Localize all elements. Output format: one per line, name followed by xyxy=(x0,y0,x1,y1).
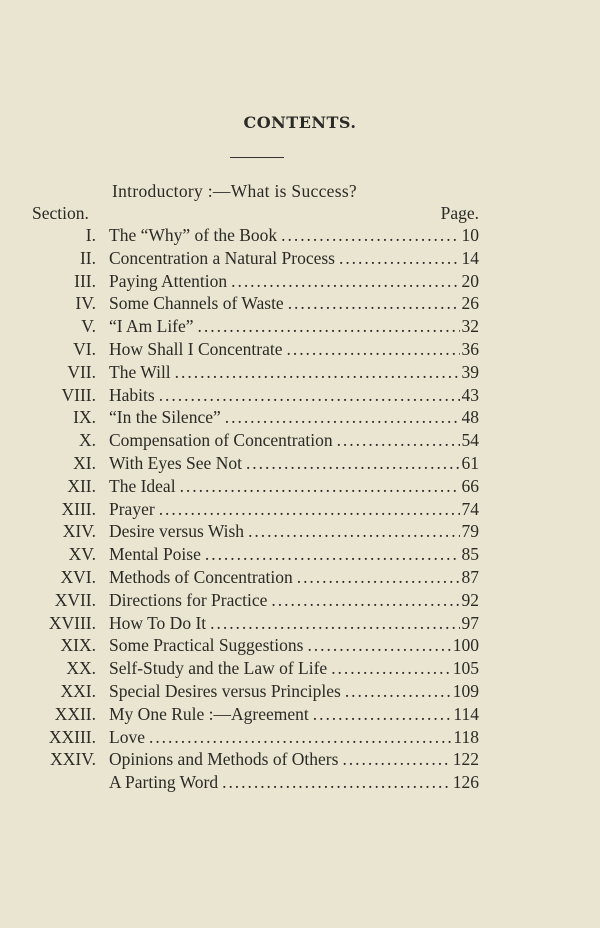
page-column-header: Page. xyxy=(440,203,479,223)
page-number: 36 xyxy=(461,338,479,359)
page-number: 109 xyxy=(452,680,479,701)
entry-title: Compensation of Concentration xyxy=(109,430,333,451)
entry-title: Methods of Concentration xyxy=(109,566,293,587)
contents-entry xyxy=(30,429,479,452)
section-number: XVI. xyxy=(60,566,96,587)
entry-title: Directions for Practice xyxy=(109,589,268,610)
dot-leader xyxy=(287,338,460,361)
page-number: 10 xyxy=(461,225,479,245)
dot-leader xyxy=(331,657,451,680)
contents-entry xyxy=(30,520,479,543)
dot-leader xyxy=(149,726,451,749)
section-number: IV. xyxy=(75,293,96,314)
page-number: 66 xyxy=(461,475,479,496)
dot-leader xyxy=(345,680,451,703)
page-number: 14 xyxy=(461,247,479,268)
page-number: 43 xyxy=(461,384,479,405)
dot-leader xyxy=(281,224,459,247)
entry-title: Some Practical Suggestions xyxy=(109,635,304,656)
dot-leader xyxy=(246,452,460,475)
entry-title: Desire versus Wish xyxy=(109,521,245,542)
contents-entry xyxy=(30,771,479,794)
dot-leader xyxy=(159,384,460,407)
entry-title: How To Do It xyxy=(109,612,207,633)
entry-title: My One Rule :—Agreement xyxy=(109,703,309,724)
contents-entry xyxy=(30,247,479,270)
contents-entry xyxy=(30,270,479,293)
section-number: XXIII. xyxy=(48,726,96,747)
contents-entry xyxy=(30,657,479,680)
section-number: VII. xyxy=(67,361,96,382)
contents-entry xyxy=(30,634,479,657)
page-number: 39 xyxy=(461,361,479,382)
section-number: XXI. xyxy=(60,680,96,701)
section-number: XII. xyxy=(67,475,96,496)
entry-title: How Shall I Concentrate xyxy=(109,338,283,359)
section-number: XVII. xyxy=(54,589,96,610)
contents-entry xyxy=(30,726,479,749)
entry-title: “I Am Life” xyxy=(109,316,194,337)
contents-entry xyxy=(30,680,479,703)
entry-title: Self-Study and the Law of Life xyxy=(109,658,328,679)
dot-leader xyxy=(313,703,452,726)
section-number: XI. xyxy=(73,452,96,473)
page-number: 61 xyxy=(461,452,479,473)
page-number: 74 xyxy=(461,498,479,519)
contents-entry xyxy=(30,384,479,407)
dot-leader xyxy=(225,406,460,429)
page-number: 105 xyxy=(452,658,479,679)
page-number: 122 xyxy=(452,749,479,770)
entry-title: The “Why” of the Book xyxy=(109,225,278,245)
section-number: XIX. xyxy=(60,635,96,656)
page-number: 126 xyxy=(452,772,479,793)
entry-title: With Eyes See Not xyxy=(109,452,242,473)
section-number: III. xyxy=(74,270,96,291)
entry-title: Habits xyxy=(109,384,155,405)
entry-title: Some Channels of Waste xyxy=(109,293,284,314)
page-number: 114 xyxy=(453,703,479,724)
entry-title: Opinions and Methods of Others xyxy=(109,749,339,770)
section-number: IX. xyxy=(73,407,96,428)
dot-leader xyxy=(248,520,459,543)
section-column-header: Section. xyxy=(32,203,89,223)
contents-entry xyxy=(30,452,479,475)
dot-leader xyxy=(231,270,459,293)
page-number: 87 xyxy=(461,566,479,587)
dot-leader xyxy=(288,292,460,315)
contents-entry xyxy=(30,703,479,726)
divider xyxy=(230,157,284,158)
contents-entry xyxy=(30,224,479,247)
contents-entry xyxy=(30,498,479,521)
page-number: 97 xyxy=(461,612,479,633)
page-number: 54 xyxy=(461,430,479,451)
dot-leader xyxy=(210,612,459,635)
section-number: VI. xyxy=(73,338,96,359)
dot-leader xyxy=(307,634,450,657)
page-number: 92 xyxy=(461,589,479,610)
entry-title: “In the Silence” xyxy=(109,407,221,428)
section-number xyxy=(30,771,109,794)
dot-leader xyxy=(198,315,460,338)
dot-leader xyxy=(222,771,451,794)
page-number: 32 xyxy=(461,316,479,337)
dot-leader xyxy=(180,475,460,498)
dot-leader xyxy=(175,361,460,384)
entry-title: Concentration a Natural Process xyxy=(109,247,335,268)
section-number: I. xyxy=(85,225,96,245)
page-number: 118 xyxy=(453,726,479,747)
contents-list xyxy=(30,224,479,794)
contents-entry xyxy=(30,338,479,361)
section-number: XV. xyxy=(68,544,96,565)
contents-entry xyxy=(30,406,479,429)
dot-leader xyxy=(159,498,460,521)
entry-title: A Parting Word xyxy=(109,772,219,793)
dot-leader xyxy=(205,543,460,566)
entry-title: The Will xyxy=(109,361,171,382)
section-number: II. xyxy=(79,247,96,268)
contents-entry xyxy=(30,748,479,771)
contents-entry xyxy=(30,612,479,635)
dot-leader xyxy=(297,566,460,589)
section-number: X. xyxy=(78,430,96,451)
entry-title: Love xyxy=(109,726,145,747)
section-number: VIII. xyxy=(61,384,96,405)
dot-leader xyxy=(342,748,450,771)
contents-entry xyxy=(30,543,479,566)
page-number: 20 xyxy=(461,270,479,291)
section-number: V. xyxy=(81,316,96,337)
contents-entry xyxy=(30,361,479,384)
contents-entry xyxy=(30,475,479,498)
dot-leader xyxy=(339,247,460,270)
contents-entry xyxy=(30,566,479,589)
page-number: 79 xyxy=(461,521,479,542)
dot-leader xyxy=(337,429,460,452)
page-number: 100 xyxy=(452,635,479,656)
entry-title: Special Desires versus Principles xyxy=(109,680,341,701)
entry-title: Paying Attention xyxy=(109,270,228,291)
page-number: 48 xyxy=(461,407,479,428)
section-number: XXII. xyxy=(54,703,96,724)
entry-title: The Ideal xyxy=(109,475,176,496)
contents-entry xyxy=(30,589,479,612)
entry-title: Prayer xyxy=(109,498,155,519)
section-number: XIV. xyxy=(62,521,96,542)
section-number: XX. xyxy=(66,658,96,679)
page-title: CONTENTS. xyxy=(243,113,357,132)
dot-leader xyxy=(271,589,459,612)
section-number: XIII. xyxy=(61,498,96,519)
section-number: XVIII. xyxy=(48,612,96,633)
entry-title: Mental Poise xyxy=(109,544,201,565)
section-number: XXIV. xyxy=(50,749,96,770)
page-number: 26 xyxy=(461,293,479,314)
intro-line: Introductory :—What is Success? xyxy=(112,181,358,201)
contents-entry xyxy=(30,292,479,315)
contents-entry xyxy=(30,315,479,338)
page-number: 85 xyxy=(461,544,479,565)
